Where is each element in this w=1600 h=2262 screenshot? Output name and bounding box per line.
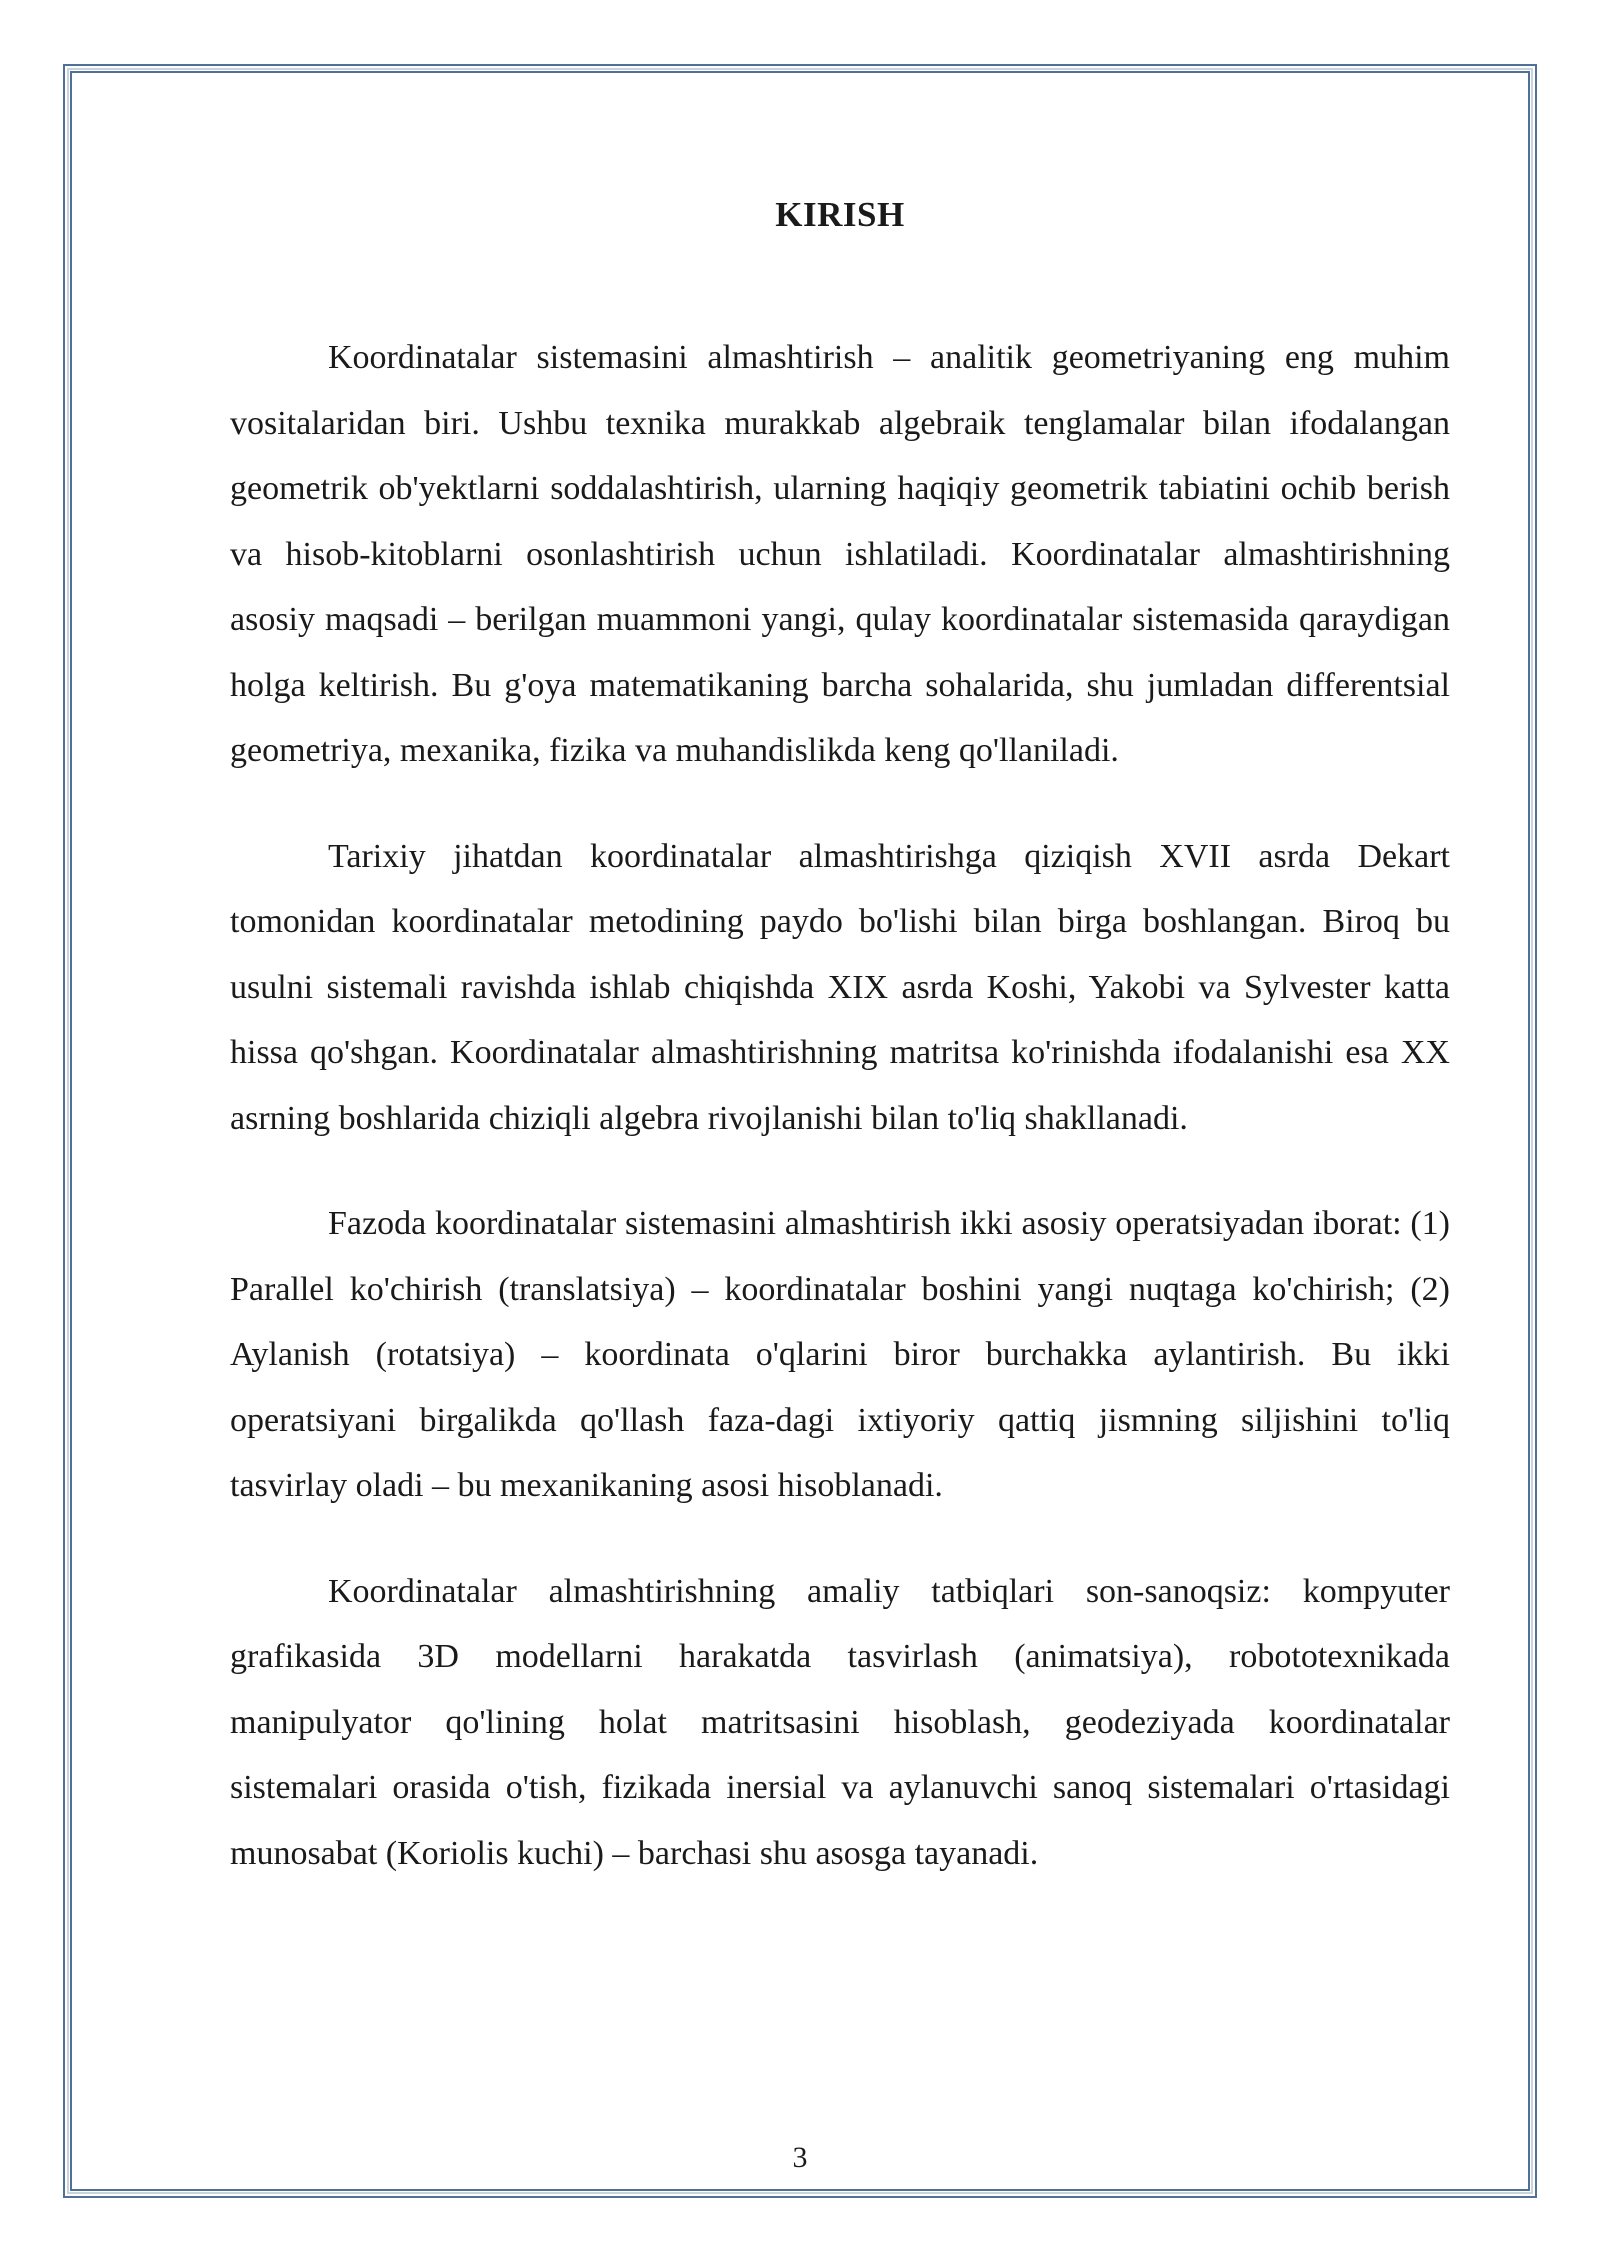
page-content [230,190,1450,1886]
paragraph-2: Tarixiy jihatdan koordinatalar almashtirishga qiziqish XVII asrda Dekart tomonidan koordinatalar metodining paydo bo'lishi bilan birga boshlangan. Biroq bu usulni sistemali ravishda ishlab chiqishda XIX asrda Koshi, Yakobi va Sylvester katta hissa qo'shgan. Koordinatalar almashtirishning matritsa ko'rinishda ifodalanishi esa XX asrning boshlarida chiziqli algebra rivojlanishi bilan to'liq shakllanadi. [230,837,1450,1137]
paragraph-3: Fazoda koordinatalar sistemasini almashtirish ikki asosiy operatsiyadan iborat: (1) Parallel ko'chirish (translatsiya) – koordinatalar boshini yangi nuqtaga ko'chirish; (2) Aylanish (rotatsiya) – koordinata o'qlarini biror burchakka aylantirish. Bu ikki operatsiyani birgalikda qo'llash faza-dagi ixtiyoriy qattiq jismning siljishini to'liq tasvirlay oladi – bu mexanikaning asosi hisoblanadi. [230,1205,1450,1504]
paragraph-4: Koordinatalar almashtirishning amaliy tatbiqlari son-sanoqsiz: kompyuter grafikasida 3D modellarni harakatda tasvirlash (animatsiya), robototexnikada manipulyator qo'lining holat matritsasini hisoblash, geodeziyada koordinatalar sistemalari orasida o'tish, fizikada inersial va aylanuvchi sanoq sistemalari o'rtasidagi munosabat (Koriolis kuchi) – barchasi shu asosga tayanadi. [230,1572,1450,1872]
paragraph-1: Koordinatalar sistemasini almashtirish – analitik geometriyaning eng muhim vositalaridan biri. Ushbu texnika murakkab algebraik tenglamalar bilan ifodalangan geometrik ob'yektlarni soddalashtirish, ularning haqiqiy geometrik tabiatini ochib berish va hisob-kitoblarni osonlashtirish uchun ishlatiladi. Koordinatalar almashtirishning asosiy maqsadi – berilgan muammoni yangi, qulay koordinatalar sistemasida qaraydigan holga keltirish. Bu g'oya matematikaning barcha sohalarida, shu jumladan differentsial geometriya, mexanika, fizika va muhandislikda keng qo'llaniladi. [230,339,1450,769]
page-title: KIRISH [775,195,905,234]
page-number: 3 [792,2141,808,2174]
